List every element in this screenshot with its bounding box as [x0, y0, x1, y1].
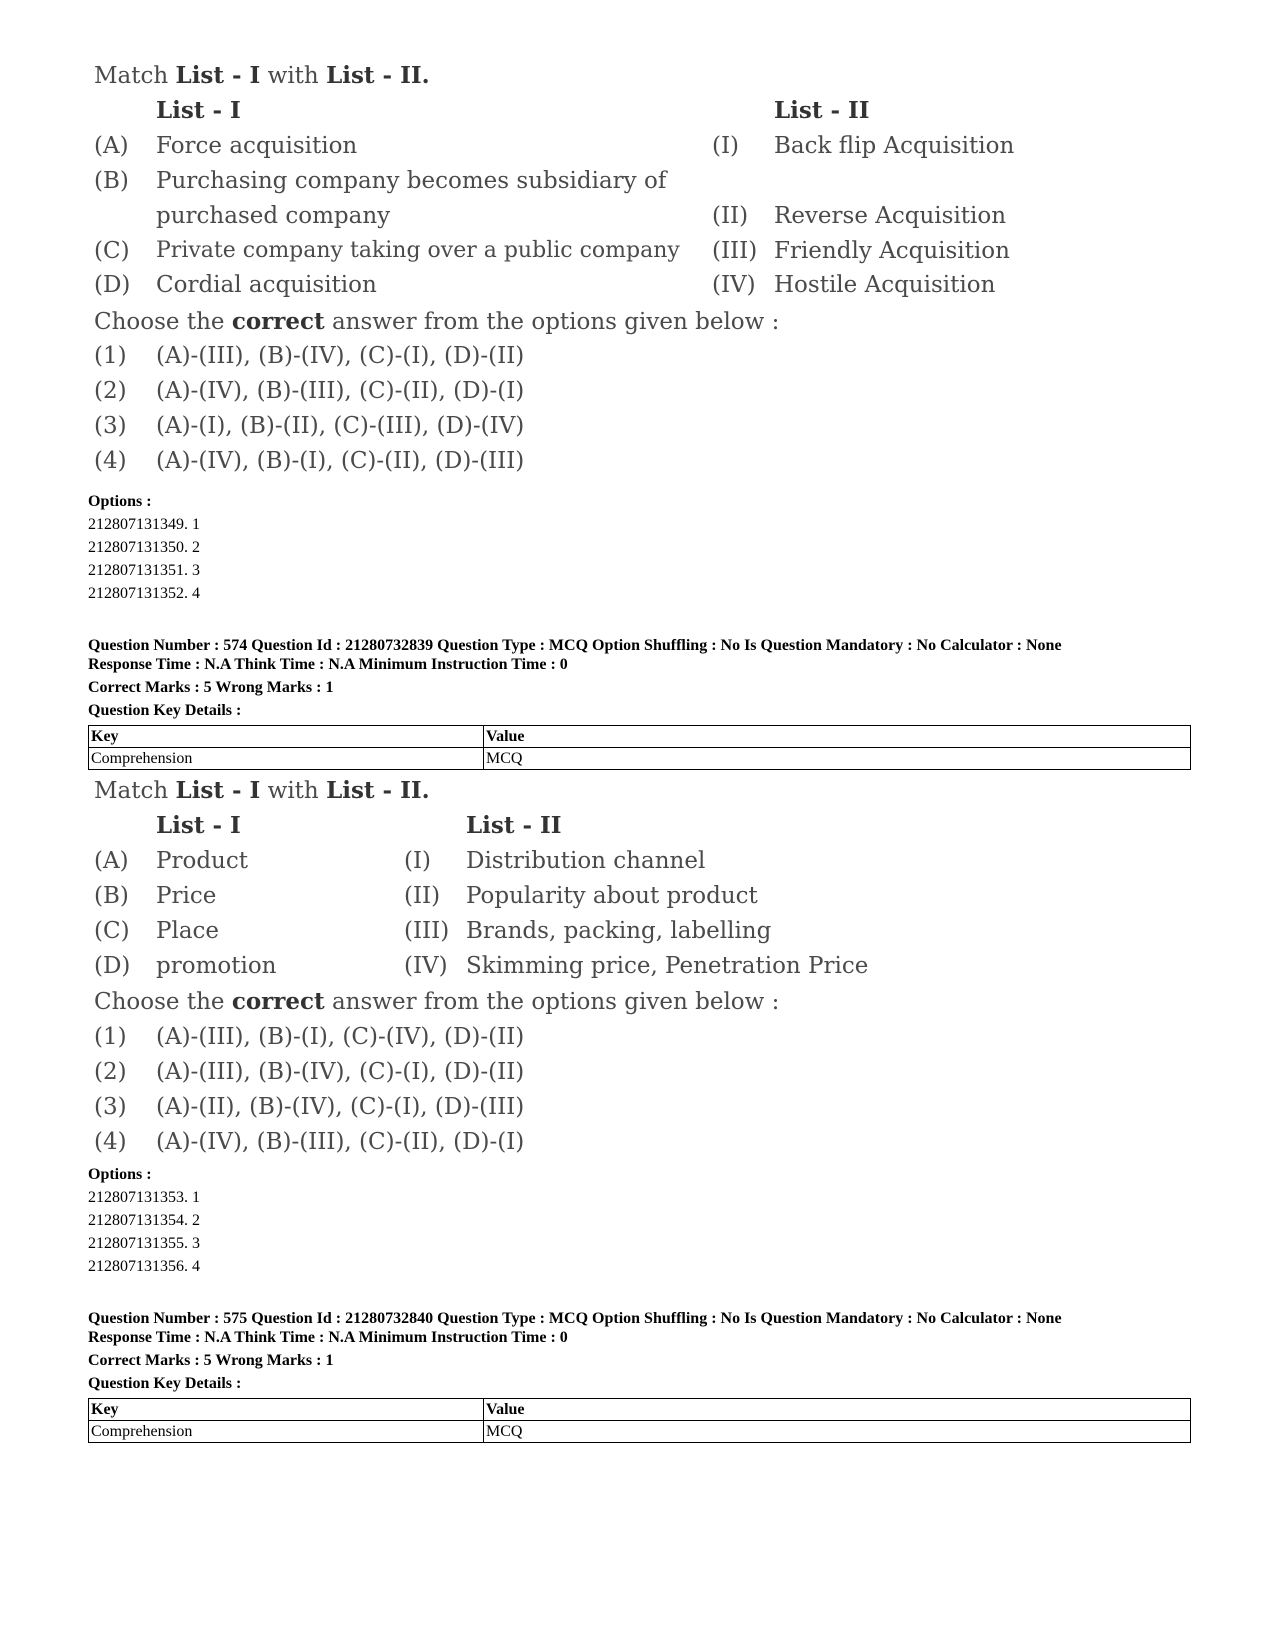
q573-options-label: Options : [88, 493, 152, 510]
q573-question-block [90, 60, 1040, 480]
q574-key-table-header-row [89, 726, 1191, 748]
q574-left-text-c: Place [156, 918, 220, 944]
q573-left-label-d: (D) [94, 272, 131, 298]
q574-answer-num-1: (1) [94, 1024, 127, 1050]
q573-list1-header: List - I [156, 97, 241, 124]
q573-right-text-iii: Friendly Acquisition [774, 238, 1010, 264]
q574-answer-text-1: (A)-(III), (B)-(I), (C)-(IV), (D)-(II) [156, 1024, 525, 1050]
q573-answer-num-4: (4) [94, 448, 127, 474]
q573-left-text-b-cont: purchased company [156, 203, 391, 229]
q573-right-text-iv: Hostile Acquisition [774, 272, 996, 298]
q574-right-text-iv: Skimming price, Penetration Price [466, 953, 869, 979]
q575-meta-line1: Question Number : 575 Question Id : 21280732840 Question Type : MCQ Option Shuffling : No Is Question Mandatory : No Calculator : None [88, 1310, 1062, 1327]
q574-answer-num-4: (4) [94, 1129, 127, 1155]
q574-options-label: Options : [88, 1166, 152, 1183]
q575-key-details: Question Key Details : [88, 1375, 242, 1392]
q574-option-4: 212807131356. 4 [88, 1258, 200, 1275]
q573-answer-num-3: (3) [94, 413, 127, 439]
q574-answer-num-2: (2) [94, 1059, 127, 1085]
q574-answer-text-2: (A)-(III), (B)-(IV), (C)-(I), (D)-(II) [156, 1059, 525, 1085]
q573-left-label-c: (C) [94, 238, 130, 264]
q574-list2-header: List - II [466, 812, 562, 839]
table-row [89, 1421, 1191, 1443]
q575-key-header: Key [89, 1399, 484, 1421]
q574-answer-text-3: (A)-(II), (B)-(IV), (C)-(I), (D)-(III) [156, 1094, 525, 1120]
q574-key-cell: Comprehension [89, 748, 484, 770]
q573-choose-bold: correct [231, 308, 325, 335]
q573-option-4: 212807131352. 4 [88, 585, 200, 602]
q573-right-text-i: Back flip Acquisition [774, 133, 1015, 159]
q574-right-label-ii: (II) [404, 883, 441, 909]
q573-left-label-a: (A) [94, 133, 129, 159]
q573-right-label-ii: (II) [712, 203, 749, 229]
q574-key-details: Question Key Details : [88, 702, 242, 719]
q574-left-text-b: Price [156, 883, 217, 909]
q574-intro-pre: Match [94, 778, 176, 804]
q573-choose-post: answer from the options given below : [324, 309, 780, 335]
q575-meta-line2: Response Time : N.A Think Time : N.A Minimum Instruction Time : 0 [88, 1329, 568, 1346]
q573-intro-pre: Match [94, 63, 176, 89]
q574-choose-pre: Choose the [94, 989, 232, 1015]
q574-left-text-d: promotion [156, 953, 277, 979]
q574-marks: Correct Marks : 5 Wrong Marks : 1 [88, 679, 334, 696]
q574-meta-line2: Response Time : N.A Think Time : N.A Minimum Instruction Time : 0 [88, 656, 568, 673]
q573-left-text-c: Private company taking over a public company [156, 238, 680, 263]
q574-value-cell: MCQ [484, 748, 1191, 770]
q574-option-1: 212807131353. 1 [88, 1189, 200, 1206]
q574-right-text-i: Distribution channel [466, 848, 706, 874]
q574-left-label-a: (A) [94, 848, 129, 874]
q573-answer-text-3: (A)-(I), (B)-(II), (C)-(III), (D)-(IV) [156, 413, 525, 439]
table-row [89, 748, 1191, 770]
q573-left-text-a: Force acquisition [156, 133, 358, 159]
q575-value-cell: MCQ [484, 1421, 1191, 1443]
q573-right-text-ii: Reverse Acquisition [774, 203, 1007, 229]
q574-list1-header: List - I [156, 812, 241, 839]
q573-list2-header: List - II [774, 97, 870, 124]
q575-key-table [88, 1398, 1191, 1443]
q575-key-cell: Comprehension [89, 1421, 484, 1443]
q573-choose-pre: Choose the [94, 309, 232, 335]
q574-choose-bold: correct [231, 988, 325, 1015]
q575-marks: Correct Marks : 5 Wrong Marks : 1 [88, 1352, 334, 1369]
q574-left-label-c: (C) [94, 918, 130, 944]
q574-option-2: 212807131354. 2 [88, 1212, 200, 1229]
q573-intro-mid: with [260, 63, 327, 89]
q574-answer-text-4: (A)-(IV), (B)-(III), (C)-(II), (D)-(I) [156, 1129, 525, 1155]
q574-left-label-d: (D) [94, 953, 131, 979]
q573-intro-list2: List - II. [326, 62, 430, 89]
q574-right-label-i: (I) [404, 848, 432, 874]
q573-option-3: 212807131351. 3 [88, 562, 200, 579]
q574-right-text-ii: Popularity about product [466, 883, 758, 909]
q574-key-header: Key [89, 726, 484, 748]
q573-left-text-d: Cordial acquisition [156, 272, 377, 298]
q574-option-3: 212807131355. 3 [88, 1235, 200, 1252]
q574-intro-list2: List - II. [326, 777, 430, 804]
q574-intro [94, 777, 430, 804]
q574-right-label-iv: (IV) [404, 953, 448, 979]
q573-right-label-i: (I) [712, 133, 740, 159]
q574-right-label-iii: (III) [404, 918, 450, 944]
q573-answer-text-2: (A)-(IV), (B)-(III), (C)-(II), (D)-(I) [156, 378, 525, 404]
q574-question-block [90, 775, 1040, 1175]
q574-meta-line1: Question Number : 574 Question Id : 21280732839 Question Type : MCQ Option Shuffling : No Is Question Mandatory : No Calculator : None [88, 637, 1062, 654]
q574-choose-post: answer from the options given below : [324, 989, 780, 1015]
q573-intro [94, 62, 430, 89]
q573-option-1: 212807131349. 1 [88, 516, 200, 533]
q574-intro-mid: with [260, 778, 327, 804]
q573-intro-list1: List - I [175, 62, 261, 89]
q573-answer-num-2: (2) [94, 378, 127, 404]
q573-answer-text-1: (A)-(III), (B)-(IV), (C)-(I), (D)-(II) [156, 343, 525, 369]
q574-choose-instruction [94, 988, 779, 1015]
q573-right-label-iv: (IV) [712, 272, 756, 298]
q573-answer-num-1: (1) [94, 343, 127, 369]
q574-value-header: Value [484, 726, 1191, 748]
q573-answer-text-4: (A)-(IV), (B)-(I), (C)-(II), (D)-(III) [156, 448, 525, 474]
q573-option-2: 212807131350. 2 [88, 539, 200, 556]
q574-intro-list1: List - I [175, 777, 261, 804]
q574-answer-num-3: (3) [94, 1094, 127, 1120]
q574-left-label-b: (B) [94, 883, 129, 909]
q573-left-label-b: (B) [94, 168, 129, 194]
q575-value-header: Value [484, 1399, 1191, 1421]
q573-choose-instruction [94, 308, 779, 335]
q575-key-table-header-row [89, 1399, 1191, 1421]
q574-key-table [88, 725, 1191, 770]
q573-right-label-iii: (III) [712, 238, 758, 264]
q573-left-text-b: Purchasing company becomes subsidiary of [156, 168, 667, 194]
q574-right-text-iii: Brands, packing, labelling [466, 918, 772, 944]
q574-left-text-a: Product [156, 848, 248, 874]
